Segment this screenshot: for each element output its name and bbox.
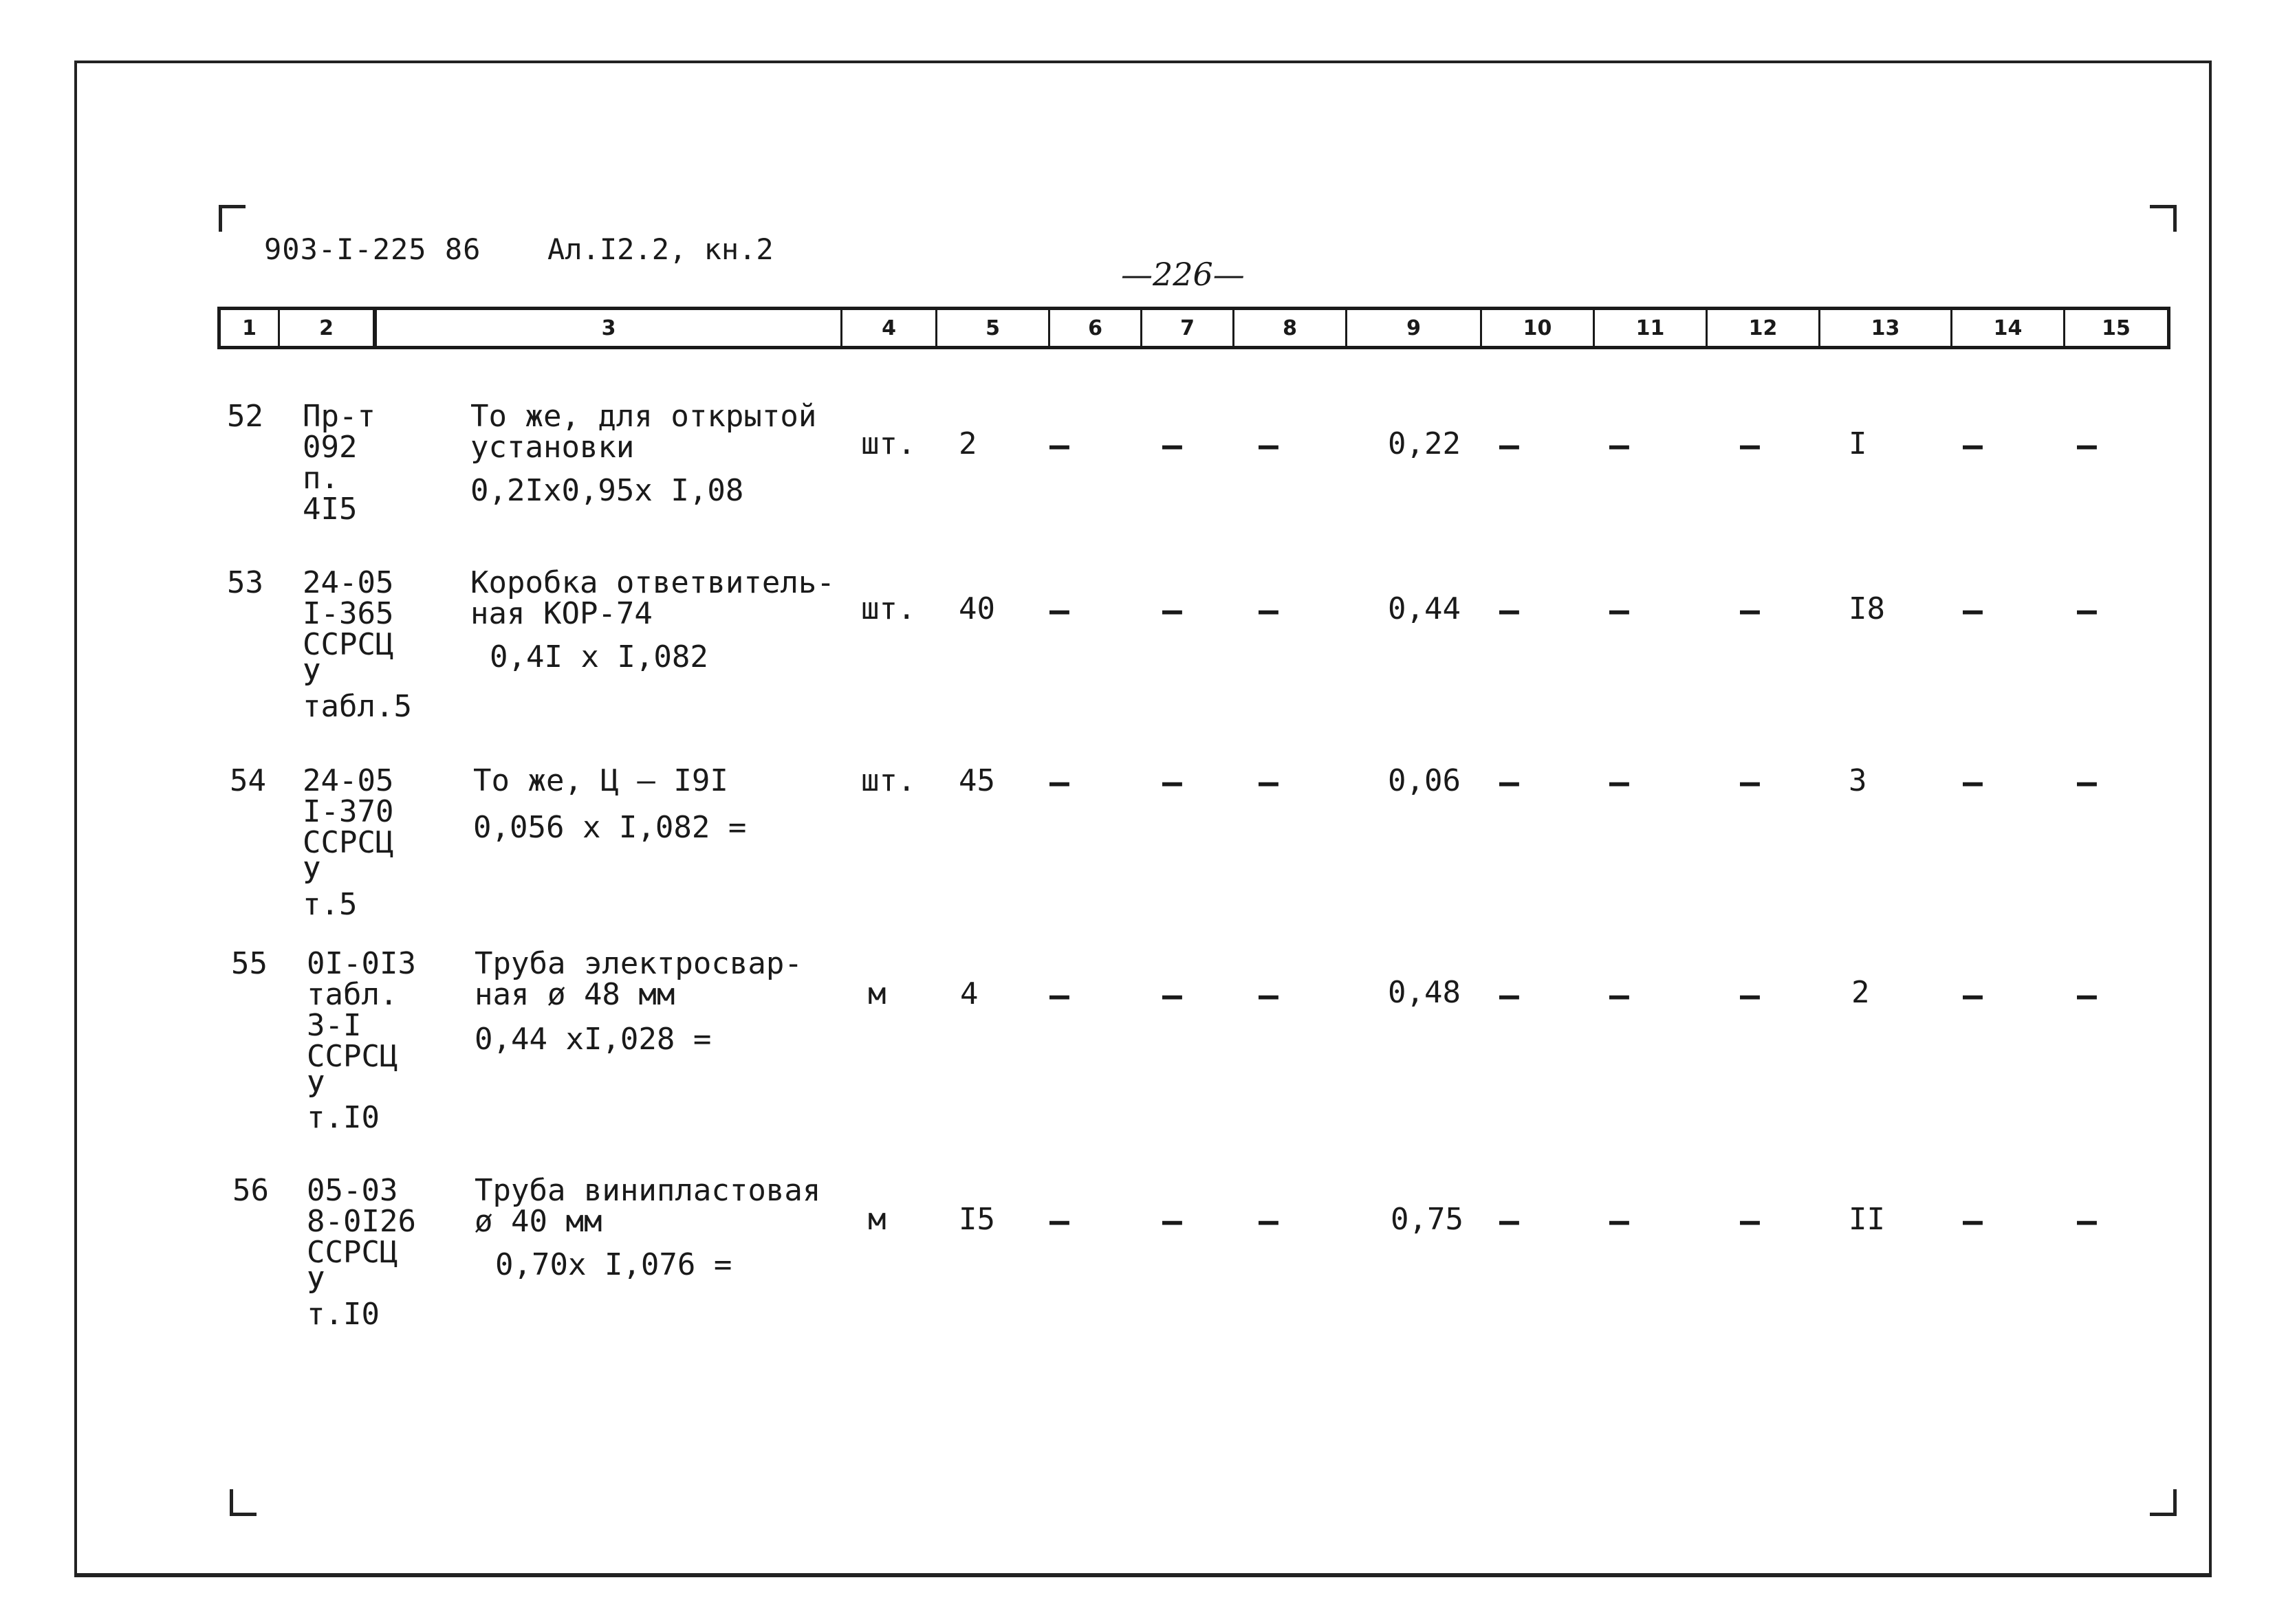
norm-reference: 24-05 I-370 ССРСЦ У т.5 [303,763,394,922]
col12-value: – [1740,1202,1760,1240]
col7-value: – [1162,591,1182,630]
page-number: —226— [1121,256,1245,293]
item-description: То же, для открытой установки [470,399,817,465]
quantity: 40 [959,591,995,626]
column-header: 12 [1708,310,1820,346]
item-calculation: 0,70х I,076 = [495,1247,732,1282]
item-description: Коробка ответвитель- ная КОР-74 [470,565,835,631]
col14-value: – [1963,426,1983,465]
unit: м [868,1202,886,1237]
album-reference: Ал.I2.2, кн.2 [547,232,774,266]
col12-value: – [1740,976,1760,1015]
col9-value: 0,44 [1388,591,1461,626]
unit: шт. [861,426,916,461]
col8-value: – [1259,426,1278,465]
col8-value: – [1259,976,1278,1015]
col10-value: – [1499,426,1519,465]
col10-value: – [1499,591,1519,630]
quantity: I5 [959,1202,995,1237]
unit: м [868,976,886,1011]
col6-value: – [1049,426,1069,465]
norm-reference: 0I-0I3 табл. 3-I ССРСЦ У т.I0 [307,946,416,1136]
col10-value: – [1499,763,1519,802]
item-description: Труба электросвар- ная ø 48 мм [475,946,803,1012]
row-number: 53 [227,565,263,600]
norm-reference: 05-03 8-0I26 ССРСЦ У т.I0 [307,1173,416,1332]
norm-reference: Пр-т 092 п. 4I5 [303,399,375,527]
item-calculation: 0,4I х I,082 [490,639,708,674]
col15-value: – [2077,591,2097,630]
col9-value: 0,22 [1388,426,1461,461]
column-header: 13 [1820,310,1952,346]
col12-value: – [1740,591,1760,630]
quantity: 45 [959,763,995,798]
corner-mark-top-right [2150,205,2177,232]
col6-value: – [1049,976,1069,1015]
col13-value: II [1849,1202,1885,1237]
item-description: Труба винипластовая ø 40 мм [475,1173,821,1239]
col9-value: 0,06 [1388,763,1461,798]
col7-value: – [1162,426,1182,465]
corner-mark-bottom-left [230,1489,257,1516]
row-number: 55 [231,946,268,981]
quantity: 4 [960,976,979,1011]
col11-value: – [1609,763,1629,802]
col13-value: 3 [1849,763,1867,798]
col7-value: – [1162,763,1182,802]
col8-value: – [1259,763,1278,802]
column-header: 11 [1595,310,1708,346]
col10-value: – [1499,976,1519,1015]
col6-value: – [1049,763,1069,802]
item-calculation: 0,2Iх0,95х I,08 [470,473,744,508]
column-header: 7 [1142,310,1234,346]
row-number: 56 [232,1173,269,1208]
col7-value: – [1162,976,1182,1015]
col6-value: – [1049,1202,1069,1240]
col15-value: – [2077,976,2097,1015]
column-header-row [217,307,2170,349]
column-header: 15 [2102,316,2131,340]
norm-reference: 24-05 I-365 ССРСЦ У табл.5 [303,565,412,724]
col11-value: – [1609,1202,1629,1240]
col6-value: – [1049,591,1069,630]
col10-value: – [1499,1202,1519,1240]
col13-value: I [1849,426,1867,461]
column-header: 5 [937,310,1050,346]
col15-value: – [2077,426,2097,465]
quantity: 2 [959,426,977,461]
row-number: 54 [230,763,266,798]
unit: шт. [861,591,916,626]
corner-mark-bottom-right [2150,1489,2177,1516]
col8-value: – [1259,1202,1278,1240]
item-description: То же, Ц – I9I [473,763,728,798]
column-header: 1 [221,310,280,346]
document-code: 903-I-225 86 [264,232,481,266]
col7-value: – [1162,1202,1182,1240]
col15-value: – [2077,1202,2097,1240]
col9-value: 0,75 [1391,1202,1463,1237]
item-calculation: 0,056 х I,082 = [473,810,747,845]
row-number: 52 [227,399,263,434]
col11-value: – [1609,591,1629,630]
col8-value: – [1259,591,1278,630]
column-header: 8 [1234,310,1347,346]
corner-mark-top-left [219,205,246,232]
col11-value: – [1609,426,1629,465]
col15-value: – [2077,763,2097,802]
col13-value: 2 [1851,975,1870,1010]
col14-value: – [1963,1202,1983,1240]
column-header: 14 [1952,310,2065,346]
column-header: 3 [375,310,842,346]
column-header: 6 [1050,310,1142,346]
col9-value: 0,48 [1388,975,1461,1010]
col12-value: – [1740,763,1760,802]
col13-value: I8 [1849,591,1885,626]
col14-value: – [1963,763,1983,802]
column-header: 10 [1482,310,1595,346]
col11-value: – [1609,976,1629,1015]
col14-value: – [1963,976,1983,1015]
col12-value: – [1740,426,1760,465]
item-calculation: 0,44 хI,028 = [475,1022,712,1057]
unit: шт. [861,763,916,798]
column-header: 4 [842,310,937,346]
column-header: 9 [1347,310,1482,346]
col14-value: – [1963,591,1983,630]
column-header: 2 [280,310,375,346]
